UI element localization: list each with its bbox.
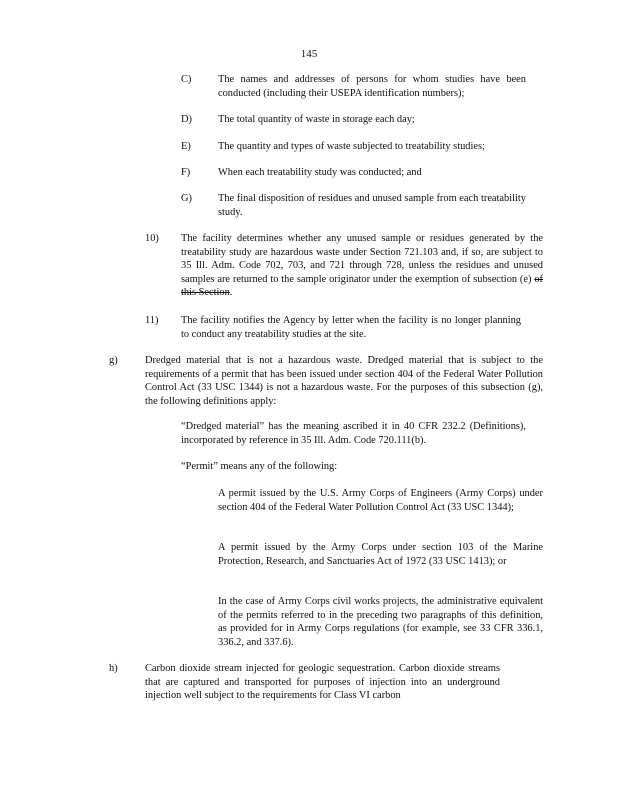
permit-item-3: In the case of Army Corps civil works projects, the administrative equivalent of the permits referred to in the preceding two paragraphs of this definition, as provided for in Army Corps regulations (for example, see 33 CFR 336.1, 336.2, and 337.6). (218, 596, 543, 648)
permit-item-2: A permit issued by the Army Corps under section 103 of the Marine Protection, Research, and Sanctuaries Act of 1972 (33 USC 1413); or (218, 542, 543, 567)
item-d-text: The total quantity of waste in storage each day; (218, 114, 415, 125)
item-10-text: The facility determines whether any unused sample or residues generated by the treatability study are hazardous waste under Section 721.103 and, if so, are subject to 35 Ill. Adm. Code 702, 703, and 721 through 728, unless the residues and unused samples are returned to the sample originator under the exemption of subsection (e) of this Section. (181, 233, 543, 299)
item-f-text: When each treatability study was conducted; and (218, 167, 422, 178)
definition-permit: “Permit” means any of the following: (181, 461, 338, 472)
item-10-label: 10) (145, 233, 159, 244)
item-e-text: The quantity and types of waste subjected to treatability studies; (218, 141, 485, 152)
permit-item-1: A permit issued by the U.S. Army Corps of Engineers (Army Corps) under section 404 of the Federal Water Pollution Control Act (33 USC 1344); (218, 488, 543, 513)
item-g-upper-text: The final disposition of residues and unused sample from each treatability study. (218, 193, 526, 218)
item-11-text: The facility notifies the Agency by letter when the facility is no longer planning to conduct any treatability studies at the site. (181, 315, 521, 340)
page-number: 145 (300, 48, 318, 60)
item-c-text: The names and addresses of persons for whom studies have been conducted (including their USEPA identification numbers); (218, 74, 526, 99)
subsection-h-text: Carbon dioxide stream injected for geologic sequestration. Carbon dioxide streams that are captured and transported for purposes of injection into an underground injection well subject to the requirements for Class VI carbon (145, 663, 500, 702)
definition-dredged-material: “Dredged material” has the meaning ascribed it in 40 CFR 232.2 (Definitions), incorporated by reference in 35 Ill. Adm. Code 720.111(b). (181, 421, 526, 446)
item-e-label: E) (181, 141, 191, 152)
item-11-label: 11) (145, 315, 159, 326)
item-c-label: C) (181, 74, 192, 85)
subsection-h-label: h) (109, 663, 118, 674)
item-d-label: D) (181, 114, 192, 125)
item-10-body: The facility determines whether any unused sample or residues generated by the treatability study are hazardous waste under Section 721.103 and, if so, are subject to 35 Ill. Adm. Code 702, 703, and 721 through 728, unless the residues and unused samples are returned to the sample originator under the exemption of subsection (e) (181, 233, 543, 285)
subsection-g-text: Dredged material that is not a hazardous waste. Dredged material that is subject to the requirements of a permit that has been issued under section 404 of the Federal Water Pollution Control Act (33 USC 1344) is not a hazardous waste. For the purposes of this subsection (g), the following definitions apply: (145, 355, 543, 407)
item-10-struck-text: of this Section (181, 273, 543, 299)
item-g-upper-label: G) (181, 193, 192, 204)
subsection-g-label: g) (109, 355, 118, 366)
item-f-label: F) (181, 167, 191, 178)
